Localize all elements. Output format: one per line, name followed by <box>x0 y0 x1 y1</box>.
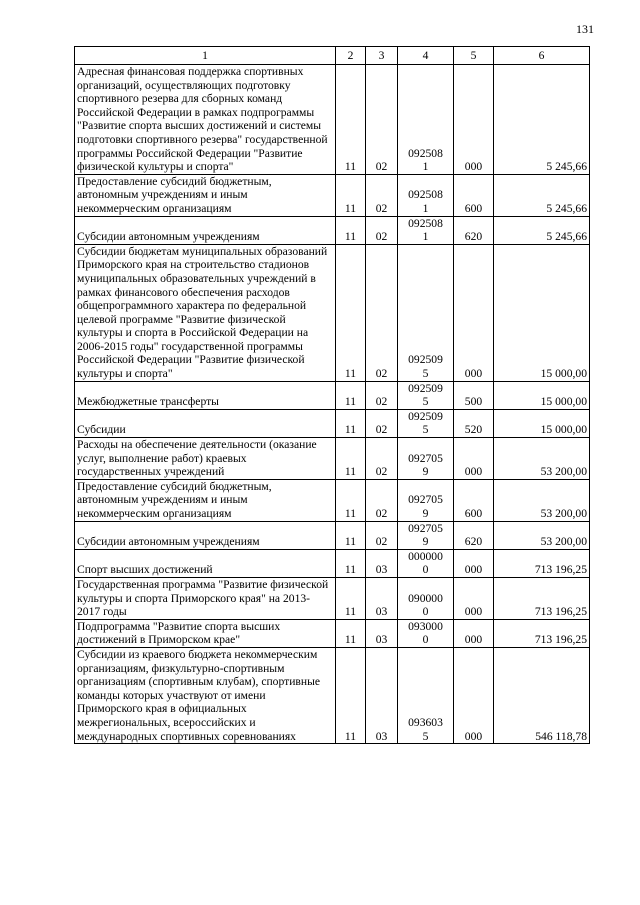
table-row <box>75 647 590 743</box>
row-expense-type: 520 <box>454 409 494 437</box>
row-target-code: 092509 5 <box>398 381 454 409</box>
table-row <box>75 479 590 521</box>
row-section: 11 <box>336 244 366 381</box>
row-amount: 546 118,78 <box>494 647 590 743</box>
row-section: 11 <box>336 521 366 549</box>
header-col-6: 6 <box>494 47 590 65</box>
row-amount: 53 200,00 <box>494 438 590 480</box>
row-expense-type: 620 <box>454 216 494 244</box>
header-col-5: 5 <box>454 47 494 65</box>
row-target-code: 092705 9 <box>398 438 454 480</box>
row-target-code: 092509 5 <box>398 244 454 381</box>
row-expense-type: 000 <box>454 244 494 381</box>
row-amount: 713 196,25 <box>494 619 590 647</box>
row-amount: 53 200,00 <box>494 521 590 549</box>
row-name: Субсидии автономным учреждениям <box>75 521 336 549</box>
row-section: 11 <box>336 549 366 577</box>
row-target-code: 092509 5 <box>398 409 454 437</box>
row-target-code: 092705 9 <box>398 521 454 549</box>
row-expense-type: 620 <box>454 521 494 549</box>
row-target-code: 093000 0 <box>398 619 454 647</box>
row-subsection: 02 <box>366 244 398 381</box>
table-row <box>75 174 590 216</box>
row-amount: 713 196,25 <box>494 549 590 577</box>
row-expense-type: 000 <box>454 549 494 577</box>
row-subsection: 03 <box>366 577 398 619</box>
row-target-code: 000000 0 <box>398 549 454 577</box>
row-section: 11 <box>336 174 366 216</box>
row-amount: 5 245,66 <box>494 174 590 216</box>
row-name: Предоставление субсидий бюджетным, автономным учреждениям и иным некоммерческим организациям <box>75 479 336 521</box>
row-name: Подпрограмма "Развитие спорта высших достижений в Приморском крае" <box>75 619 336 647</box>
row-section: 11 <box>336 479 366 521</box>
row-name: Межбюджетные трансферты <box>75 381 336 409</box>
row-expense-type: 000 <box>454 647 494 743</box>
table-row <box>75 549 590 577</box>
table-row <box>75 65 590 175</box>
row-subsection: 02 <box>366 479 398 521</box>
row-target-code: 092508 1 <box>398 216 454 244</box>
row-subsection: 03 <box>366 647 398 743</box>
row-subsection: 02 <box>366 521 398 549</box>
row-name: Субсидии из краевого бюджета некоммерческим организациям, физкультурно-спортивным организациям (спортивным клубам), спортивные команды которых участвуют от имени Приморского края в официальных межрегиональных, всероссийских и международных спортивных соревнованиях <box>75 647 336 743</box>
table-row <box>75 619 590 647</box>
row-section: 11 <box>336 65 366 175</box>
row-subsection: 02 <box>366 409 398 437</box>
row-name: Субсидии бюджетам муниципальных образований Приморского края на строительство стадионов муниципальных образовательных учреждений в рамках финансового обеспечения расходов общепрограммного характера по федеральной целевой программе "Развитие физической культуры и спорта в Российской Федерации на 2006-2015 годы" государственной программы Российской Федерации "Развитие физической культуры и спорта" <box>75 244 336 381</box>
row-amount: 15 000,00 <box>494 409 590 437</box>
header-col-1: 1 <box>75 47 336 65</box>
row-section: 11 <box>336 647 366 743</box>
row-subsection: 02 <box>366 216 398 244</box>
row-name: Субсидии <box>75 409 336 437</box>
row-name: Спорт высших достижений <box>75 549 336 577</box>
table-row <box>75 244 590 381</box>
budget-table <box>74 46 590 744</box>
table-row <box>75 381 590 409</box>
row-name: Субсидии автономным учреждениям <box>75 216 336 244</box>
row-expense-type: 500 <box>454 381 494 409</box>
row-name: Адресная финансовая поддержка спортивных организаций, осуществляющих подготовку спортивного резерва для сборных команд Российской Федерации в рамках подпрограммы "Развитие спорта высших достижений и системы подготовки спортивного резерва" государственной программы Российской Федерации "Развитие физической культуры и спорта" <box>75 65 336 175</box>
row-amount: 5 245,66 <box>494 216 590 244</box>
row-subsection: 02 <box>366 65 398 175</box>
row-section: 11 <box>336 619 366 647</box>
row-expense-type: 000 <box>454 438 494 480</box>
row-target-code: 093603 5 <box>398 647 454 743</box>
row-name: Расходы на обеспечение деятельности (оказание услуг, выполнение работ) краевых государственных учреждений <box>75 438 336 480</box>
header-col-2: 2 <box>336 47 366 65</box>
row-subsection: 02 <box>366 381 398 409</box>
row-expense-type: 000 <box>454 577 494 619</box>
row-expense-type: 000 <box>454 619 494 647</box>
row-target-code: 092705 9 <box>398 479 454 521</box>
row-amount: 5 245,66 <box>494 65 590 175</box>
row-amount: 15 000,00 <box>494 244 590 381</box>
row-amount: 15 000,00 <box>494 381 590 409</box>
table-row <box>75 521 590 549</box>
row-section: 11 <box>336 381 366 409</box>
row-expense-type: 600 <box>454 479 494 521</box>
row-subsection: 03 <box>366 619 398 647</box>
row-subsection: 03 <box>366 549 398 577</box>
row-section: 11 <box>336 438 366 480</box>
page-number: 131 <box>576 22 594 36</box>
row-target-code: 092508 1 <box>398 174 454 216</box>
row-section: 11 <box>336 409 366 437</box>
row-subsection: 02 <box>366 174 398 216</box>
row-expense-type: 000 <box>454 65 494 175</box>
table-row <box>75 409 590 437</box>
row-target-code: 092508 1 <box>398 65 454 175</box>
header-row <box>75 47 590 65</box>
row-target-code: 090000 0 <box>398 577 454 619</box>
row-subsection: 02 <box>366 438 398 480</box>
table-row <box>75 216 590 244</box>
row-name: Государственная программа "Развитие физической культуры и спорта Приморского края" на 2013-2017 годы <box>75 577 336 619</box>
table-row <box>75 438 590 480</box>
row-amount: 53 200,00 <box>494 479 590 521</box>
table-row <box>75 577 590 619</box>
header-col-4: 4 <box>398 47 454 65</box>
row-name: Предоставление субсидий бюджетным, автономным учреждениям и иным некоммерческим организациям <box>75 174 336 216</box>
header-col-3: 3 <box>366 47 398 65</box>
row-expense-type: 600 <box>454 174 494 216</box>
row-amount: 713 196,25 <box>494 577 590 619</box>
row-section: 11 <box>336 577 366 619</box>
row-section: 11 <box>336 216 366 244</box>
